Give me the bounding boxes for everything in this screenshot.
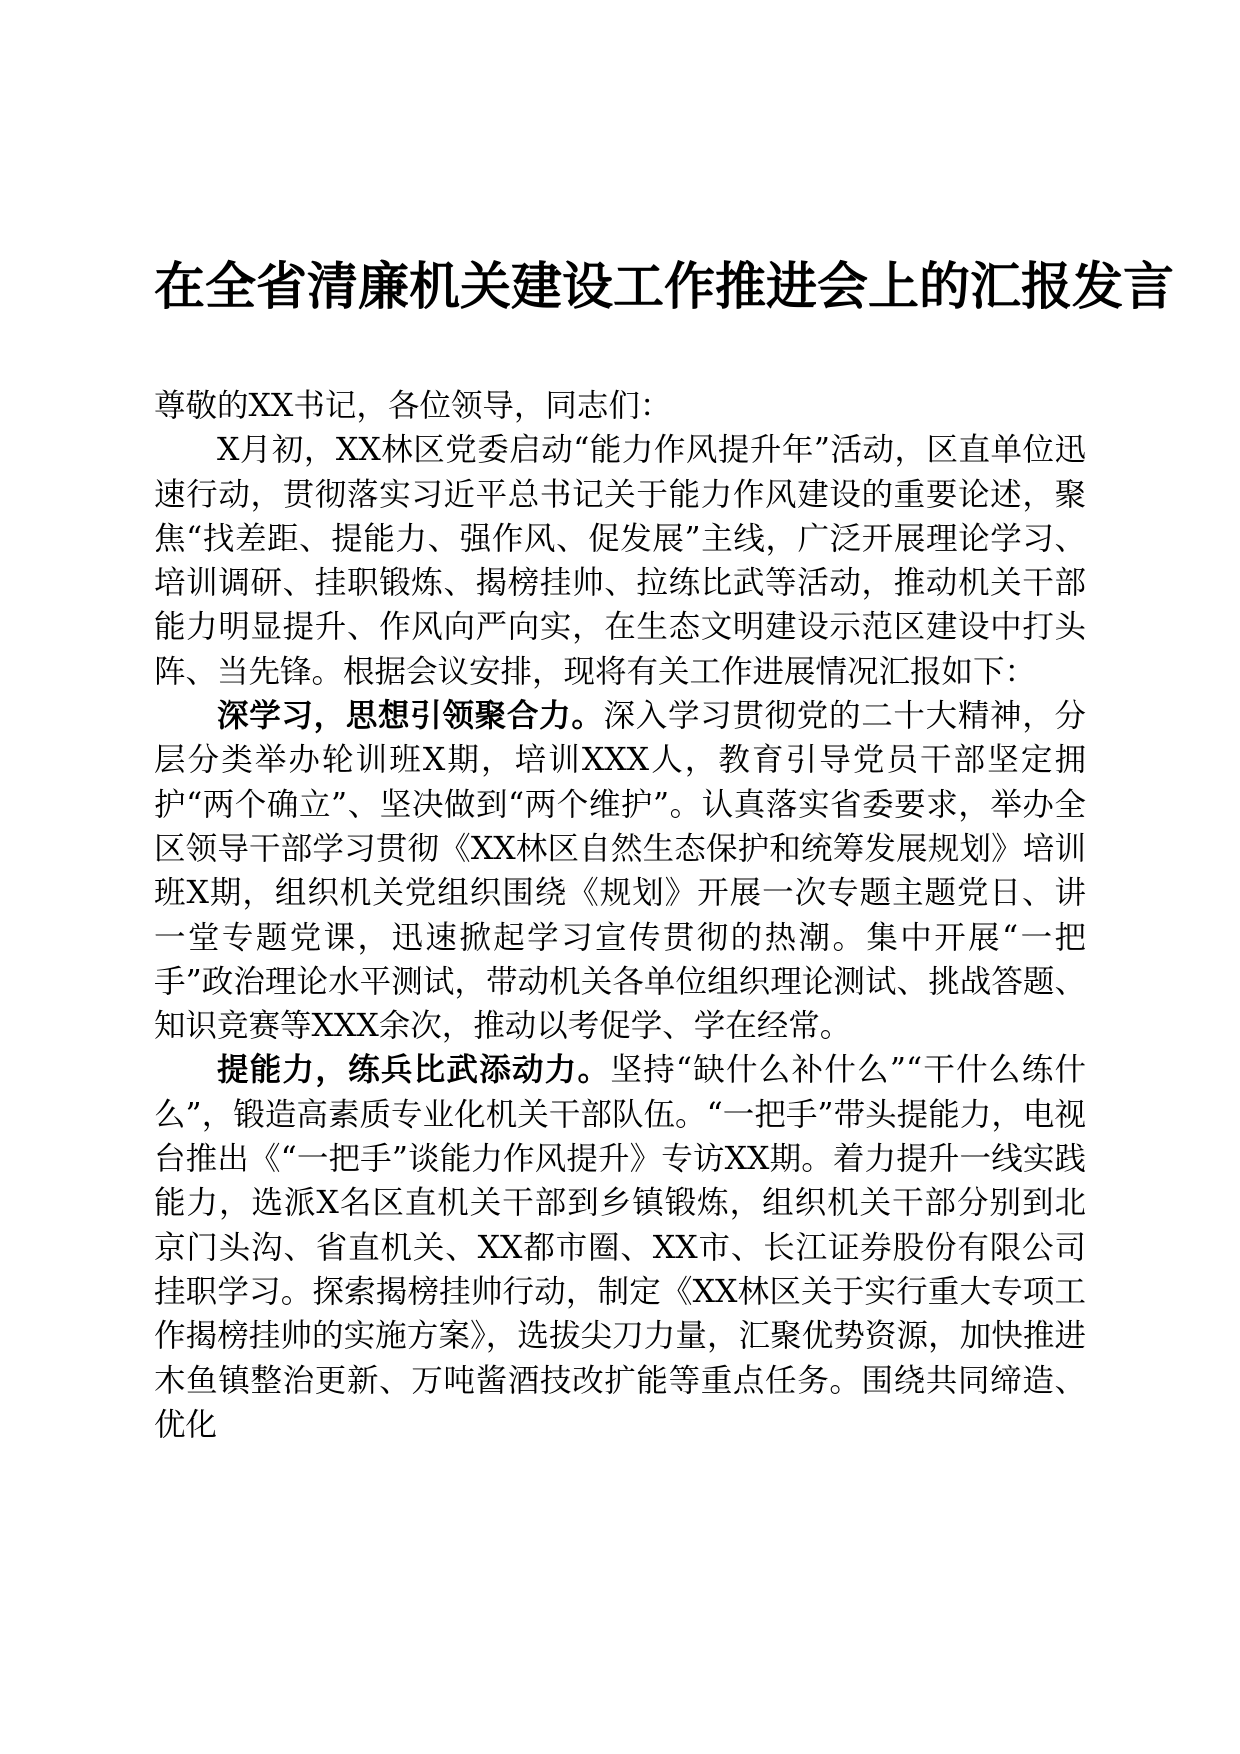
- paragraph-text: 坚持“缺什么补什么”“干什么练什么”，锻造高素质专业化机关干部队伍。“一把手”带头提能力，电视台推出《“一把手”谈能力作风提升》专访XX期。着力提升一线实践能力，选派X名区直机关干部到乡镇锻炼，组织机关干部分别到北京门头沟、省直机关、XX都市圈、XX市、长江证券股份有限公司挂职学习。探索揭榜挂帅行动，制定《XX林区关于实行重大专项工作揭榜挂帅的实施方案》，选拔尖刀力量，汇聚优势资源，加快推进木鱼镇整治更新、万吨酱酒技改扩能等重点任务。围绕共同缔造、优化: [154, 1052, 1086, 1443]
- paragraph-capability: [154, 1048, 1086, 1447]
- paragraph-intro: [154, 428, 1086, 694]
- paragraph-text: 深入学习贯彻党的二十大精神，分层分类举办轮训班X期，培训XXX人，教育引导党员干部坚定拥护“两个确立”、坚决做到“两个维护”。认真落实省委要求，举办全区领导干部学习贯彻《XX林区自然生态保护和统筹发展规划》培训班X期，组织机关党组织围绕《规划》开展一次专题主题党日、讲一堂专题党课，迅速掀起学习宣传贯彻的热潮。集中开展“一把手”政治理论水平测试，带动机关各单位组织理论测试、挑战答题、知识竞赛等XXX余次，推动以考促学、学在经常。: [154, 698, 1086, 1045]
- paragraph-study: [154, 694, 1086, 1048]
- paragraph-text: X月初，XX林区党委启动“能力作风提升年”活动，区直单位迅速行动，贯彻落实习近平总书记关于能力作风建设的重要论述，聚焦“找差距、提能力、强作风、促发展”主线，广泛开展理论学习、培训调研、挂职锻炼、揭榜挂帅、拉练比武等活动，推动机关干部能力明显提升、作风向严向实，在生态文明建设示范区建设中打头阵、当先锋。根据会议安排，现将有关工作进展情况汇报如下：: [154, 432, 1086, 690]
- paragraph-heading: 提能力，练兵比武添动力。: [217, 1051, 611, 1089]
- paragraph-heading: 深学习，思想引领聚合力。: [217, 697, 604, 735]
- document-body: [154, 384, 1086, 1447]
- salutation: 尊敬的XX书记，各位领导，同志们：: [154, 388, 672, 424]
- document-title: 在全省清廉机关建设工作推进会上的汇报发言: [154, 257, 1175, 317]
